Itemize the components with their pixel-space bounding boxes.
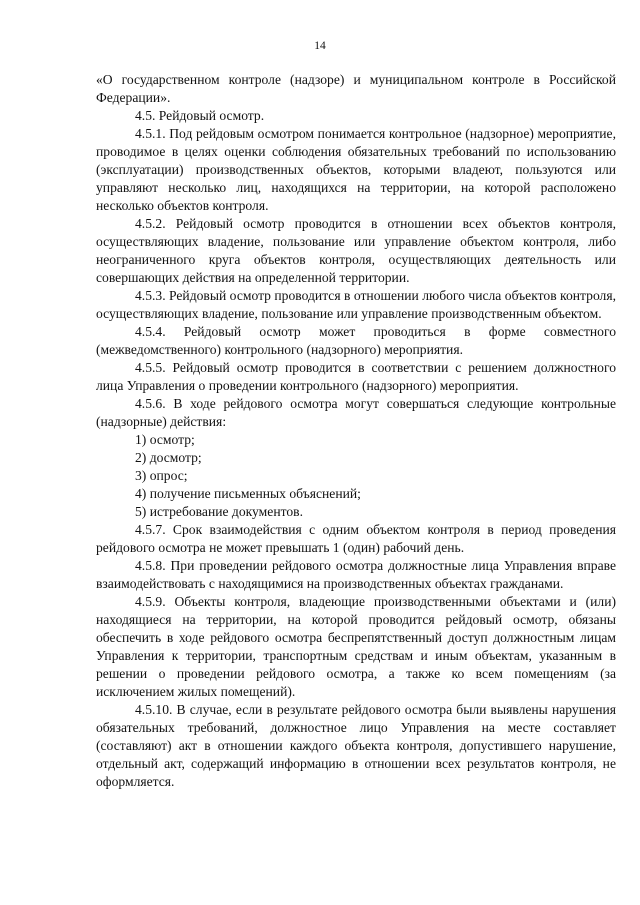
list-item-1: 1) осмотр; bbox=[135, 432, 195, 447]
paragraph-4-5-3: 4.5.3. Рейдовый осмотр проводится в отношении любого числа объектов контроля, осуществляющих владение, пользование или управление производственным объектом. bbox=[96, 288, 616, 321]
paragraph-4-5-10: 4.5.10. В случае, если в результате рейдового осмотра были выявлены нарушения обязательных требований, должностное лицо Управления на месте составляет (составляют) акт в отношении каждого объекта контроля, допустившего нарушение, отдельный акт, содержащий информацию в отношении всех результатов контроля, не оформляется. bbox=[96, 702, 616, 789]
paragraph-4-5-9: 4.5.9. Объекты контроля, владеющие производственными объектами и (или) находящиеся на территории, на которой проводится рейдовый осмотр, обязаны обеспечить в ходе рейдового осмотра беспрепятственный доступ должностным лицам Управления к территории, транспортным средствам и иным объектам, указанным в решении о проведении рейдового осмотра, а также ко всем помещениям (за исключением жилых помещений). bbox=[96, 594, 616, 699]
paragraph-law-title-end: «О государственном контроле (надзоре) и муниципальном контроле в Российской Федерации». bbox=[96, 72, 616, 105]
paragraph-4-5-5: 4.5.5. Рейдовый осмотр проводится в соответствии с решением должностного лица Управления о проведении контрольного (надзорного) мероприятия. bbox=[96, 360, 616, 393]
paragraph-4-5-4: 4.5.4. Рейдовый осмотр может проводиться в форме совместного (межведомственного) контрольного (надзорного) мероприятия. bbox=[96, 324, 616, 357]
list-item-2: 2) досмотр; bbox=[135, 450, 202, 465]
paragraph-4-5-6: 4.5.6. В ходе рейдового осмотра могут совершаться следующие контрольные (надзорные) действия: bbox=[96, 396, 616, 429]
section-heading-4-5: 4.5. Рейдовый осмотр. bbox=[135, 108, 265, 123]
document-body bbox=[96, 71, 616, 791]
list-item-4: 4) получение письменных объяснений; bbox=[135, 486, 361, 501]
paragraph-4-5-2: 4.5.2. Рейдовый осмотр проводится в отношении всех объектов контроля, осуществляющих владение, пользование или управление объектом контроля, либо неограниченного круга объектов контроля, осуществляющих деятельность или совершающих действия на определенной территории. bbox=[96, 216, 616, 285]
page-number: 14 bbox=[314, 40, 326, 52]
paragraph-4-5-1: 4.5.1. Под рейдовым осмотром понимается контрольное (надзорное) мероприятие, проводимое в целях оценки соблюдения обязательных требований по использованию (эксплуатации) производственных объектов, которыми владеют, пользуются или управляют несколько лиц, находящихся на территории, на которой расположено несколько объектов контроля. bbox=[96, 126, 616, 213]
list-item-3: 3) опрос; bbox=[135, 468, 188, 483]
list-item-5: 5) истребование документов. bbox=[135, 504, 303, 519]
paragraph-4-5-8: 4.5.8. При проведении рейдового осмотра должностные лица Управления вправе взаимодействовать с находящимися на производственных объектах гражданами. bbox=[96, 558, 616, 591]
paragraph-4-5-7: 4.5.7. Срок взаимодействия с одним объектом контроля в период проведения рейдового осмотра не может превышать 1 (один) рабочий день. bbox=[96, 522, 616, 555]
